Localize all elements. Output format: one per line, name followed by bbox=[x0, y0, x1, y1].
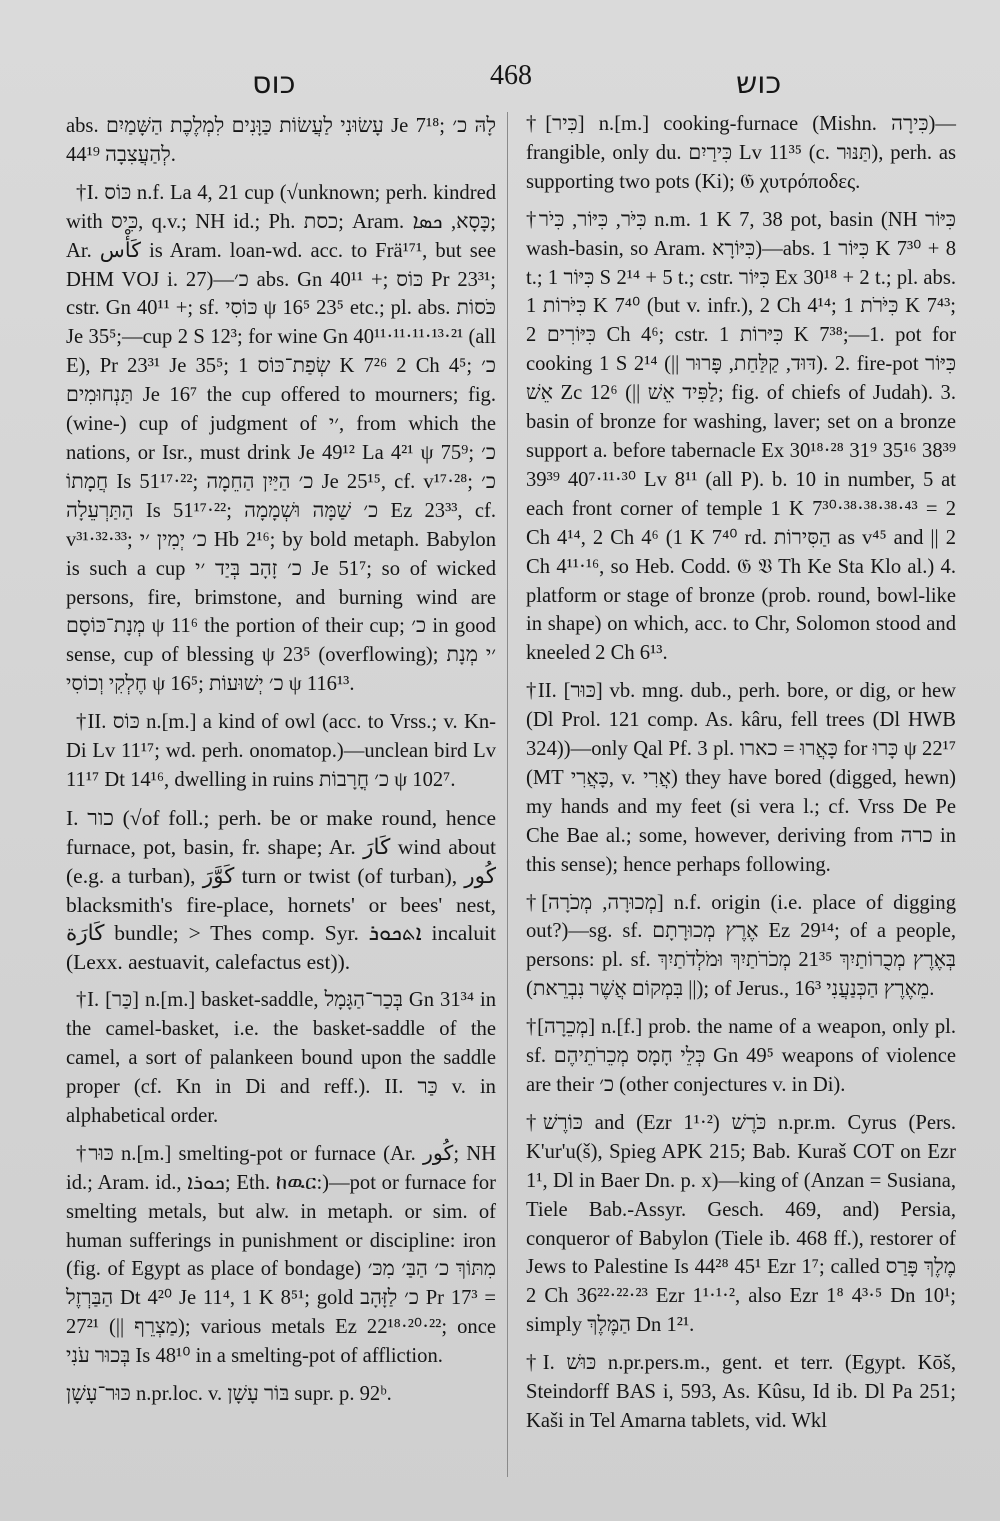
entry-mekurah: †[מְכוּרָה, מְכֹרָה] n.f. origin (i.e. place of digging out?)—sg. sf. אֶרֶץ מְכוּרָתָם Ez 29¹⁴; of a people, persons: pl. sf. בְּאֶרֶץ מְכֻרוֹתַיִךְ 21³⁵ מְכֹרֹתַיִךְ וּמֹלְדֹתַיִךְ (|| בִּמְקוֹם אֲשֶׁר נִבְרֵאת); of Jerus., מֵאֶרֶץ הַכְּנַעֲנִי 16³. bbox=[526, 891, 962, 1001]
entry-kush: †I. כּוּשׁ n.pr.pers.m., gent. et terr. (Egypt. Kōš, Steindorff BAS i, 593, As. Kûsu, Id ib. Dl Pa 251; Kaši in Tel Amarna tablets, vid. Wkl bbox=[526, 1352, 962, 1432]
entry-continuation: abs. עָשׂוּנִי לַעֲשׂוֹת כַּוָּנִים לִמְלֶכֶת הַשָּׁמַיִם Je 7¹⁸; לָהּ כ׳ לְהַעֲצִבָה 44¹⁹. bbox=[66, 115, 502, 166]
page-number: 468 bbox=[490, 60, 532, 91]
entry-kos-cup: †I. כּוֹס n.f. La 4, 21 cup (√unknown; perh. kindred with כִּיס, q.v.; NH id.; Ph. כסת; Aram. כָּסָא, ܟܣܐ; Ar. كَأْس is Aram. loan-wd. acc. to Frä¹⁷¹, but see DHM VOJ i. 27)—כ׳ abs. Gn 40¹¹ +; כּוֹס Pr 23³¹; cstr. Gn 40¹¹ +; sf. כּוֹסִי ψ 16⁵ 23⁵ etc.; pl. abs. כֹּסוֹת Je 35⁵;—cup 2 S 12³; for wine Gn 40¹¹·¹¹·¹¹·¹³·²¹ (all E), Pr 23³¹ Je 35⁵; שְׂפַת־כּוֹס 1 K 7²⁶ 2 Ch 4⁵; כ׳ תַּנְחוּמִים Je 16⁷ the cup offered to mourners; fig. (wine-) cup of judgment of ׳י, from which the nations, or Isr., must drink Je 49¹² La 4²¹ ψ 75⁹; כ׳ חֲמָתוֹ Is 51¹⁷·²²; כ׳ הַיַּיִן הַחֵמָה Je 25¹⁵, cf. v¹⁷·²⁸; כ׳ הַתַּרְעֵלָה Is 51¹⁷·²²; כ׳ שַׁמָּה וּשְׁמָמָה Ez 23³³, cf. v³¹·³²·³³; כ׳ יְמִין ׳י Hb 2¹⁶; by bold metaph. Babylon is such a cup כ׳ זָהָב בְּיַד ׳י Je 51⁷; so of wicked persons, fire, brimstone, and burning wind are מְנָת־כּוֹסָם ψ 11⁶ the portion of their cup; כ׳ in good sense, cup of blessing ψ 23⁵ (overflowing); ׳י מְנָת חֶלְקִי וְכוֹסִי ψ 16⁵; כ׳ יְשׁוּעוֹת ψ 116¹³. bbox=[66, 181, 502, 696]
entry-kos-owl: †II. כּוֹס n.[m.] a kind of owl (acc. to Vrss.; v. Kn-Di Lv 11¹⁷; wd. perh. onomatop.)—unclean bird Lv 11¹⁷ Dt 14¹⁶, dwelling in ruins כ׳ חֳרָבוֹת ψ 102⁷. bbox=[66, 711, 502, 791]
column-divider bbox=[507, 112, 508, 1477]
running-header bbox=[60, 56, 940, 100]
entry-kar-basket-saddle: †I. [כַּר] n.[m.] basket-saddle, בְּכַר־הַגָּמָל Gn 31³⁴ in the camel-basket, i.e. the basket-saddle of the camel, a sort of palankeen bound upon the saddle proper (cf. Kn in Di and reff.). II. כַּר v. in alphabetical order. bbox=[66, 989, 502, 1127]
entry-kiyyor: †כִּיֹּר, כִּיּוֹר, כִּיֹר n.m. 1 K 7, 38 pot, basin (NH כִּיּוֹר wash-basin, so Aram. כִּיּוֹרָא)—abs. כִּיּוֹר 1 K 7³⁰ + 8 t.; כִּיּוֹר 1 S 2¹⁴ + 5 t.; cstr. כִּיּוֹר Ex 30¹⁸ + 2 t.; pl. abs. כִּיֹּרוֹת 1 K 7⁴⁰ (but v. infr.), 2 Ch 4¹⁴; כִּיֹּרֹת 1 K 7⁴³; כִּיּוֹרִים 2 Ch 4⁶; cstr. כִּיּרוֹת 1 K 7³⁸;—1. pot for cooking 1 S 2¹⁴ (|| דּוּד, קַלַּחַת, פָּרוּר). 2. fire-pot כִּיּוֹר אֵשׁ Zc 12⁶ (|| לַפִּיד אֵשׁ; fig. of chiefs of Judah). 3. basin of bronze for washing, laver; set on a bronze support a. before tabernacle Ex 30¹⁸·²⁸ 31⁹ 35¹⁶ 38³⁹ 39³⁹ 40⁷·¹¹·³⁰ Lv 8¹¹ (all P). b. 10 in number, 5 at each front corner of temple 1 K 7³⁰·³⁸·³⁸·³⁸·⁴³ = 2 Ch 4¹⁴, 2 Ch 4⁶ (1 K 7⁴⁰ rd. הַסִּירוֹת as v⁴⁵ and || 2 Ch 4¹¹·¹⁶, so Heb. Codd. 𝔊 𝔙 Th Ke Sta Klo al.) 4. platform or stage of bronze (prob. round, bowl-like in shape) on which, acc. to Chr, Solomon stood and kneeled 2 Ch 6¹³. bbox=[526, 208, 962, 665]
entry-root-kur: I. כור (√of foll.; perh. be or make round, hence furnace, pot, basin, fr. shape; Ar. كَارَ wind about (e.g. a turban), كَوَّرَ turn or twist (of turban), كُور blacksmith's fire-place, hornets' or bees' nest, كَارَة bundle; > Thes comp. Syr. ܐܬܟܘܪ incaluit (Lexx. aestuavit, calefactus est)). bbox=[66, 805, 502, 975]
entry-kur-furnace: †כּוּר n.[m.] smelting-pot or furnace (Ar. كُور; NH id.; Aram. id., ܟܘܪܐ; Eth. ከዉር:)—pot or furnace for smelting metals, but alw. in metaph. or sim. of human sufferings in punishment or discipline: iron (fig. of Egypt as place of bondage) מִתּוֹךְ כ׳ הַבַּ׳ מִכּ׳ הַבַּרְזֶל Dt 4²⁰ Je 11⁴, 1 K 8⁵¹; gold כ׳ לַזָּהָב Pr 17³ = 27²¹ (|| מַצְרֵף); various metals Ez 22¹⁸·²⁰·²²; once בְּכוּר עֹנִי Is 48¹⁰ in a smelting-pot of affliction. bbox=[66, 1142, 502, 1368]
right-column bbox=[526, 110, 962, 1505]
entry-koresh: †כּוֹרֶשׁ and (Ezr 1¹·²) כֹּרֶשׁ n.pr.m. Cyrus (Pers. K'ur'u(š), Spieg APK 215; Bab. Kuraš COT on Ezr 1¹, Dl in Baer Dn. p. x)—king of (Anzan = Susiana, Tiele Bab.-Assyr. Gesch. 469, and) Persia, conqueror of Babylon (Tiele ib. 468 ff.), restorer of Jews to Palestine Is 44²⁸ 45¹ Ezr 1⁷; called מֶלֶךְ פָּרַס 2 Ch 36²²·²²·²³ Ezr 1¹·¹·², also Ezr 1⁸ 4³·⁵ Dn 10¹; simply הַמֶּלֶךְ Dn 1²¹. bbox=[526, 1111, 962, 1337]
entry-mekerah: †[מְכֵרָה] n.[f.] prob. the name of a weapon, only pl. sf. כְּלֵי חָמָס מְכֵרֹתֵיהֶם Gn 49⁵ weapons of violence are their כ׳ (other conjectures v. in Di). bbox=[526, 1016, 962, 1096]
entry-kir: †[כִּיר] n.[m.] cooking-furnace (Mishn. כִּירָה)—frangible, only du. כִּירַיִם Lv 11³⁵ (c. תַּנּוּר), perh. as supporting two pots (Ki); 𝔊 χυτρόποδες. bbox=[526, 113, 962, 193]
entry-kur-ashan: כּוּר־עָשָׁן n.pr.loc. v. בּוֹר עָשָׁן supr. p. 92ᵇ. bbox=[66, 1383, 392, 1406]
entry-kur-verb: †II. [כּוּר] vb. mng. dub., perh. bore, or dig, or hew (Dl Prol. 121 comp. As. kâru, fell trees (Dl HWB 324))—only Qal Pf. 3 pl. כָּאֲרוּ = כארו for כָּרוּ ψ 22¹⁷ (MT כָּאֲרִי, v. אֲרִי) they have bored (digged, hewn) my hands and my feet (si vera l.; cf. Vrss De Pe Che Bae al.; some, however, deriving from כרה in this sense); hence perhaps following. bbox=[526, 680, 962, 876]
left-column bbox=[66, 112, 502, 1507]
header-right-word: כוש bbox=[736, 66, 782, 101]
header-left-word: כוס bbox=[252, 66, 296, 101]
